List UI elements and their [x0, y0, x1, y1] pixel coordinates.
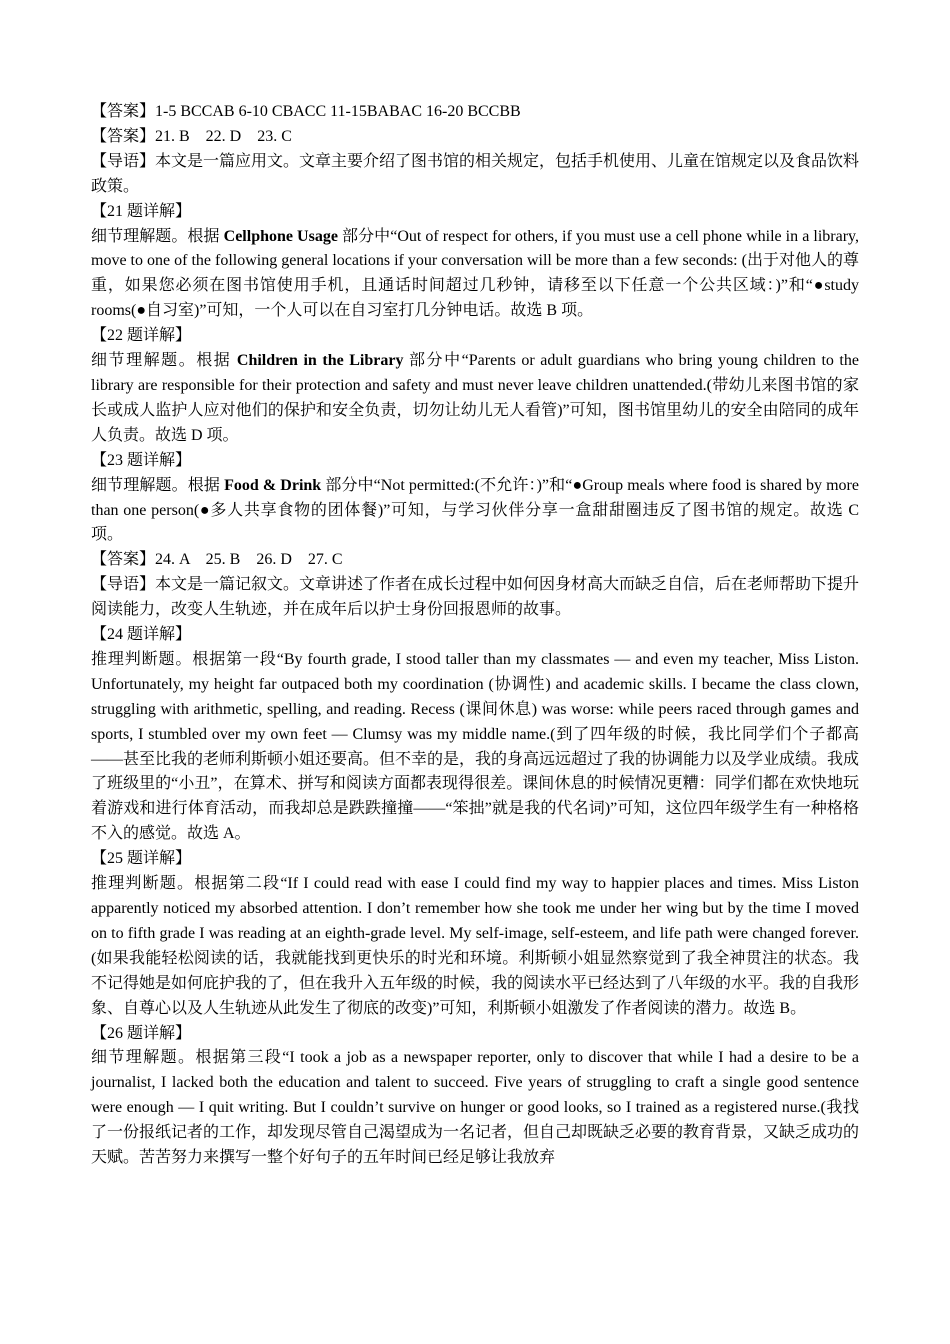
text-run: 【23 题详解】 — [91, 451, 192, 469]
text-run: 【22 题详解】 — [91, 327, 192, 345]
text-run: 【21 题详解】 — [91, 202, 192, 220]
text-paragraph — [91, 648, 863, 847]
text-run: 【25 题详解】 — [91, 850, 192, 868]
text-paragraph — [91, 349, 863, 449]
text-paragraph — [91, 872, 863, 1021]
text-run: 【导语】本文是一篇应用文。文章主要介绍了图书馆的相关规定，包括手机使用、儿童在馆规定以及食品饮料政策。 — [91, 152, 860, 195]
bold-section-name: Children in the Library — [236, 352, 404, 370]
text-run: 部分中“Parents or adult guardians who bring young children to the library are responsible for their protection and safety and must never leave children unattended.(带幼儿来图书馆的家长或成人监护人应对他们的保护和安全负责，切勿让幼儿无人看管)”可知，图书馆里幼儿的安全由陪同的成年人负责。故选 D 项。 — [91, 352, 863, 444]
text-run: 推理判断题。根据第二段“If I could read with ease I could find my way to happier places and times. Miss Liston apparently noticed my absorbed attention. I don’t remember how she took me under her wing but by the time I moved on to fifth grade I was reading at an eighth-grade level. My self-image, self-esteem, and life path were changed forever.(如果我能轻松阅读的话，我就能找到更快乐的时光和环境。利斯顿小姐显然察觉到了我全神贯注的状态。我不记得她是如何庇护我的了，但在我升入五年级的时候，我的阅读水平已经达到了八年级的水平。我的自我形象、自尊心以及人生轨迹从此发生了彻底的改变)”可知，利斯顿小姐激发了作者阅读的潜力。故选 B。 — [91, 875, 863, 1017]
text-run: 【24 题详解】 — [91, 626, 192, 644]
text-paragraph — [91, 847, 859, 872]
bold-section-name: Food & Drink — [224, 476, 322, 494]
text-paragraph — [91, 1022, 859, 1047]
text-run: 部分中“Out of respect for others, if you must use a cell phone while in a library, move to one of the following general locations if your conversation will be more than a few seconds: (出于对他人的尊重，如果您必须在图书馆使用手机，且通话时间超过几秒钟，请移至以下任意一个公共区域：)”和“●study rooms(●自习室)”可知，一个人可以在自习室打几分钟电话。故选 B 项。 — [91, 227, 863, 320]
text-run: 【答案】1-5 BCCAB 6-10 CBACC 11-15BABAC 16-20 BCCBB — [91, 103, 521, 120]
text-paragraph — [91, 324, 859, 349]
text-paragraph — [91, 100, 859, 125]
text-paragraph — [91, 200, 859, 225]
text-paragraph — [91, 548, 859, 573]
text-paragraph — [91, 150, 859, 200]
text-run: 推理判断题。根据第一段“By fourth grade, I stood taller than my classmates — and even my teacher, Miss Liston. Unfortunately, my height far outpaced both my coordination (协调性) and academic skills. I became the class clown, struggling with arithmetic, spelling, and reading. Recess (课间休息) was worse: while peers raced through games and sports, I stumbled over my own feet — Clumsy was my middle name.(到了四年级的时候，我比同学们个子都高——甚至比我的老师利斯顿小姐还要高。但不幸的是，我的身高远远超过了我的协调能力以及学业成绩。我成了班级里的“小丑”，在算术、拼写和阅读方面都表现得很差。课间休息的时候情况更糟：同学们都在欢快地玩着游戏和进行体育活动，而我却总是跌跌撞撞——“笨拙”就是我的代名词)”可知，这位四年级学生有一种格格不入的感觉。故选 A。 — [91, 650, 863, 843]
text-run: 细节理解题。根据 — [91, 476, 225, 494]
text-paragraph — [91, 125, 859, 150]
text-run: 【答案】24. A 25. B 26. D 27. C — [91, 551, 343, 569]
text-paragraph — [91, 449, 859, 474]
bold-section-name: Cellphone Usage — [223, 227, 338, 245]
text-run: 细节理解题。根据第三段“I took a job as a newspaper reporter, only to discover that while I had a desire to be a journalist, I lacked both the education and talent to succeed. Five years of struggling to craft a single good sentence were enough — I quit writing. But I couldn’t survive on hunger or good looks, so I trained as a registered nurse.(我找了一份报纸记者的工作，却发现尽管自己渴望成为一名记者，但自己却既缺乏必要的教育背景，又缺乏成功的天赋。苦苦努力来撰写一整个好句子的五年时间已经足够让我放弃 — [91, 1049, 863, 1167]
text-paragraph — [91, 1046, 863, 1171]
text-run: 【答案】21. B 22. D 23. C — [91, 127, 292, 145]
text-run: 细节理解题。根据 — [91, 352, 237, 370]
text-paragraph — [91, 623, 859, 648]
text-run: 【26 题详解】 — [91, 1024, 192, 1042]
text-run: 部分中“Not permitted:(不允许：)”和“●Group meals where food is shared by more than one person(●多人共享食物的团体餐)”可知，与学习伙伴分享一盒甜甜圈违反了图书馆的规定。故选 C 项。 — [91, 476, 863, 544]
text-paragraph — [91, 573, 859, 623]
text-paragraph — [91, 474, 863, 549]
text-run: 【导语】本文是一篇记叙文。文章讲述了作者在成长过程中如何因身材高大而缺乏自信，后在老师帮助下提升阅读能力，改变人生轨迹，并在成年后以护士身份回报恩师的故事。 — [91, 576, 860, 619]
text-run: 细节理解题。根据 — [91, 227, 224, 245]
text-paragraph — [91, 225, 863, 325]
